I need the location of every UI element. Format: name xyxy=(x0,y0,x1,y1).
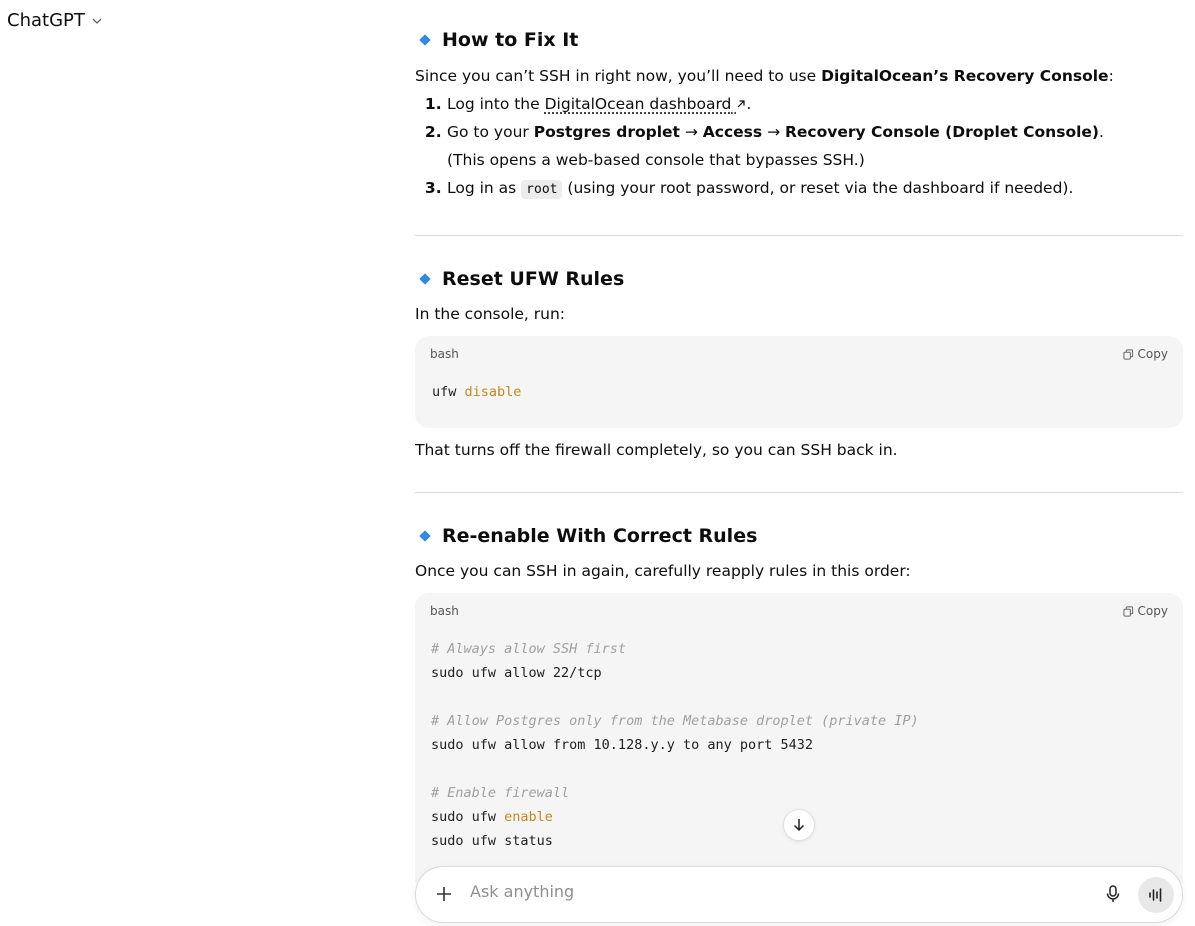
small-blue-diamond-icon xyxy=(419,34,430,45)
section-heading-how-to-fix: How to Fix It xyxy=(415,26,578,54)
code-content: # Always allow SSH first sudo ufw allow 22/tcp # Allow Postgres only from the Metabase droplet (private IP) sudo ufw allow from 10.128.y.y to any port 5432 # Enable firewall sudo ufw enable sudo ufw status xyxy=(431,641,919,849)
list-item: 1. Log into the DigitalOcean dashboard . xyxy=(447,90,1187,118)
divider xyxy=(415,492,1183,493)
copy-icon xyxy=(1123,606,1134,617)
divider xyxy=(415,235,1183,236)
code-block-header xyxy=(415,593,1183,629)
list-item: 2. Go to your Postgres droplet → Access → Recovery Console (Droplet Console). (This opens a web-based console that bypasses SSH.) xyxy=(447,118,1187,174)
list-item: 3. Log in as root (using your root password, or reset via the dashboard if needed). xyxy=(447,174,1187,204)
inline-code-root: root xyxy=(521,180,562,199)
composer xyxy=(415,866,1183,923)
code-block-header xyxy=(415,336,1183,372)
small-blue-diamond-icon xyxy=(419,273,430,284)
scroll-to-bottom-button[interactable] xyxy=(783,809,815,841)
arrow-down-icon xyxy=(791,817,807,833)
add-attachment-button[interactable] xyxy=(433,883,455,905)
voice-mode-icon xyxy=(1147,886,1165,904)
digitalocean-dashboard-link[interactable]: DigitalOcean dashboard xyxy=(545,95,747,113)
copy-icon xyxy=(1123,349,1134,360)
section-heading-reset-ufw: Reset UFW Rules xyxy=(415,265,624,293)
code-language-label: bash xyxy=(430,604,459,618)
microphone-icon xyxy=(1103,884,1123,904)
voice-mode-button[interactable] xyxy=(1138,877,1174,913)
copy-button[interactable]: Copy xyxy=(1123,597,1168,625)
section-heading-reenable: Re-enable With Correct Rules xyxy=(415,522,757,550)
chat-input[interactable] xyxy=(468,881,1032,902)
plus-icon xyxy=(435,885,453,903)
intro-paragraph: Since you can’t SSH in right now, you’ll need to use DigitalOcean’s Recovery Console: xyxy=(415,67,1114,85)
code-content: ufw disable xyxy=(432,384,522,400)
app-title: ChatGPT xyxy=(7,10,85,31)
dictate-button[interactable] xyxy=(1103,884,1123,904)
code-block-reset xyxy=(415,336,1183,428)
model-selector[interactable] xyxy=(7,10,103,31)
section2-after: That turns off the firewall completely, so you can SSH back in. xyxy=(415,441,898,459)
copy-button[interactable]: Copy xyxy=(1123,340,1168,368)
section2-intro: In the console, run: xyxy=(415,305,566,323)
section3-intro: Once you can SSH in again, carefully reapply rules in this order: xyxy=(415,562,911,580)
fix-steps-list xyxy=(415,90,1187,204)
code-language-label: bash xyxy=(430,347,459,361)
chevron-down-icon xyxy=(91,15,103,27)
small-blue-diamond-icon xyxy=(419,530,430,541)
external-link-icon xyxy=(736,99,746,109)
